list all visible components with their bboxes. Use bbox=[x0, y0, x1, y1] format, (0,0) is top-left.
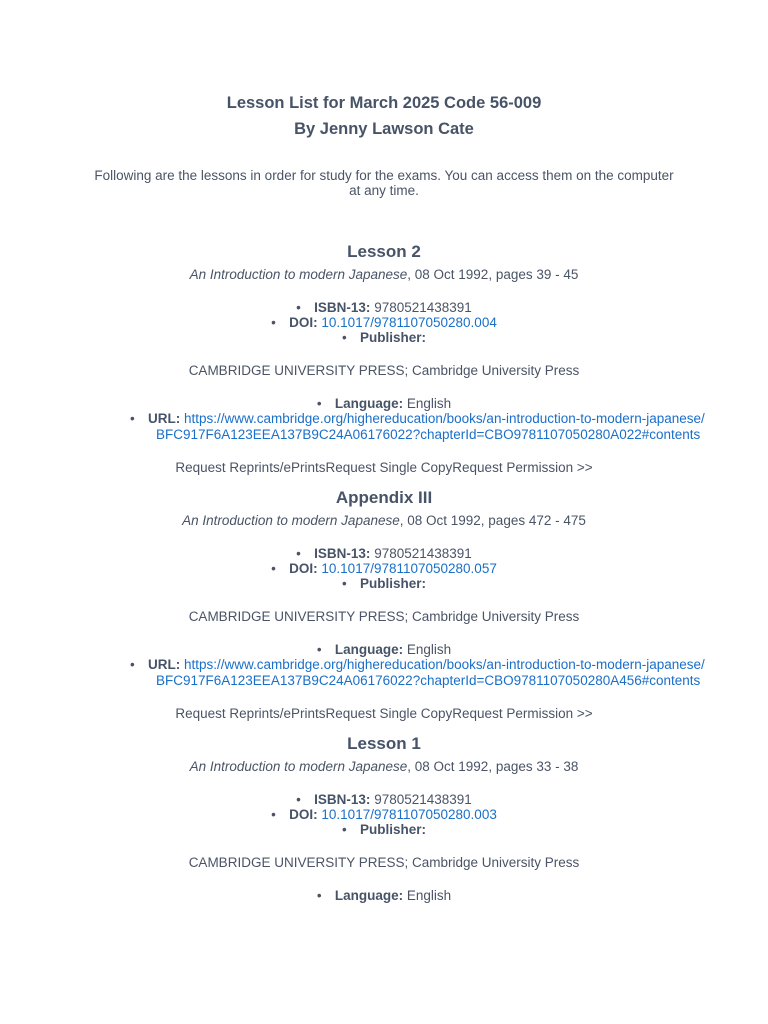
list-item-url bbox=[0, 411, 768, 443]
book-title: An Introduction to modern Japanese bbox=[189, 267, 408, 282]
citation-details: , 08 Oct 1992, pages 472 - 475 bbox=[399, 513, 586, 528]
publisher-value: CAMBRIDGE UNIVERSITY PRESS; Cambridge University Press bbox=[188, 855, 580, 870]
doi-link[interactable]: 10.1017/9781107050280.057 bbox=[321, 561, 497, 576]
list-item-isbn bbox=[0, 792, 768, 807]
doi-label: DOI: bbox=[289, 315, 318, 330]
page-author: By Jenny Lawson Cate bbox=[294, 120, 474, 138]
publisher-label: Publisher: bbox=[359, 330, 426, 345]
list-item-url bbox=[0, 657, 768, 689]
bullet-icon: • bbox=[341, 822, 347, 837]
bullet-icon: • bbox=[341, 330, 347, 345]
bullet-icon: • bbox=[296, 792, 301, 807]
doi-label: DOI: bbox=[289, 561, 318, 576]
isbn-value: 9780521438391 bbox=[374, 546, 472, 561]
doi-link[interactable]: 10.1017/9781107050280.004 bbox=[321, 315, 497, 330]
list-item-isbn bbox=[0, 300, 768, 315]
list-item-doi bbox=[0, 561, 768, 576]
intro-paragraph: Following are the lessons in order for study for the exams. You can access them on the computer at any time. bbox=[94, 168, 674, 198]
bullet-icon: • bbox=[296, 300, 301, 315]
citation-details: , 08 Oct 1992, pages 39 - 45 bbox=[407, 267, 579, 282]
doi-link[interactable]: 10.1017/9781107050280.003 bbox=[321, 807, 497, 822]
page-title: Lesson List for March 2025 Code 56-009 bbox=[226, 94, 542, 112]
citation bbox=[0, 513, 768, 529]
publisher-label: Publisher: bbox=[359, 822, 426, 837]
isbn-label: ISBN-13: bbox=[314, 792, 371, 807]
publisher-value: CAMBRIDGE UNIVERSITY PRESS; Cambridge University Press bbox=[188, 609, 580, 624]
list-item-language bbox=[0, 888, 768, 903]
request-links[interactable]: Request Reprints/ePrintsRequest Single CopyRequest Permission >> bbox=[175, 706, 593, 721]
section-appendix-3 bbox=[0, 487, 768, 722]
language-value: English bbox=[406, 396, 452, 411]
isbn-value: 9780521438391 bbox=[374, 792, 472, 807]
book-title: An Introduction to modern Japanese bbox=[189, 759, 408, 774]
list-item-publisher bbox=[0, 576, 768, 591]
meta-list bbox=[0, 546, 768, 591]
bullet-icon: • bbox=[316, 396, 322, 411]
bullet-icon: • bbox=[316, 888, 322, 903]
language-value: English bbox=[406, 642, 452, 657]
citation bbox=[0, 759, 768, 775]
isbn-label: ISBN-13: bbox=[314, 546, 371, 561]
url-link[interactable]: https://www.cambridge.org/highereducation/books/an-introduction-to-modern-japanese/ bbox=[184, 411, 705, 426]
list-item-isbn bbox=[0, 546, 768, 561]
section-heading: Appendix III bbox=[335, 488, 433, 507]
bullet-icon: • bbox=[130, 657, 135, 672]
url-link-continued[interactable]: BFC917F6A123EEA137B9C24A06176022?chapterId=CBO9781107050280A022#contents bbox=[156, 427, 701, 442]
list-item-language bbox=[0, 642, 768, 657]
bullet-icon: • bbox=[271, 807, 276, 822]
bullet-icon: • bbox=[271, 315, 276, 330]
language-label: Language: bbox=[334, 642, 404, 657]
isbn-label: ISBN-13: bbox=[314, 300, 371, 315]
language-value: English bbox=[406, 888, 452, 903]
url-link[interactable]: https://www.cambridge.org/highereducation/books/an-introduction-to-modern-japanese/ bbox=[184, 657, 705, 672]
section-heading: Lesson 2 bbox=[347, 242, 421, 261]
url-label: URL: bbox=[148, 411, 181, 426]
bullet-icon: • bbox=[271, 561, 276, 576]
url-link-continued[interactable]: BFC917F6A123EEA137B9C24A06176022?chapterId=CBO9781107050280A456#contents bbox=[156, 673, 701, 688]
meta-list-2 bbox=[0, 888, 768, 903]
meta-list-2 bbox=[0, 642, 768, 657]
list-item-language bbox=[0, 396, 768, 411]
book-title: An Introduction to modern Japanese bbox=[182, 513, 400, 528]
list-item-publisher bbox=[0, 822, 768, 837]
language-label: Language: bbox=[334, 888, 404, 903]
title-block bbox=[0, 90, 768, 142]
bullet-icon: • bbox=[130, 411, 135, 426]
citation bbox=[0, 267, 768, 283]
publisher-label: Publisher: bbox=[359, 576, 426, 591]
list-item-doi bbox=[0, 315, 768, 330]
language-label: Language: bbox=[334, 396, 404, 411]
list-item-doi bbox=[0, 807, 768, 822]
doi-label: DOI: bbox=[289, 807, 318, 822]
meta-list bbox=[0, 792, 768, 837]
url-label: URL: bbox=[148, 657, 181, 672]
list-item-publisher bbox=[0, 330, 768, 345]
bullet-icon: • bbox=[316, 642, 322, 657]
section-lesson-1 bbox=[0, 733, 768, 903]
bullet-icon: • bbox=[341, 576, 347, 591]
section-heading: Lesson 1 bbox=[347, 734, 421, 753]
meta-list bbox=[0, 300, 768, 345]
request-links[interactable]: Request Reprints/ePrintsRequest Single CopyRequest Permission >> bbox=[175, 460, 593, 475]
meta-list-2 bbox=[0, 396, 768, 411]
isbn-value: 9780521438391 bbox=[374, 300, 472, 315]
publisher-value: CAMBRIDGE UNIVERSITY PRESS; Cambridge University Press bbox=[188, 363, 580, 378]
citation-details: , 08 Oct 1992, pages 33 - 38 bbox=[407, 759, 579, 774]
bullet-icon: • bbox=[296, 546, 301, 561]
section-lesson-2 bbox=[0, 241, 768, 476]
